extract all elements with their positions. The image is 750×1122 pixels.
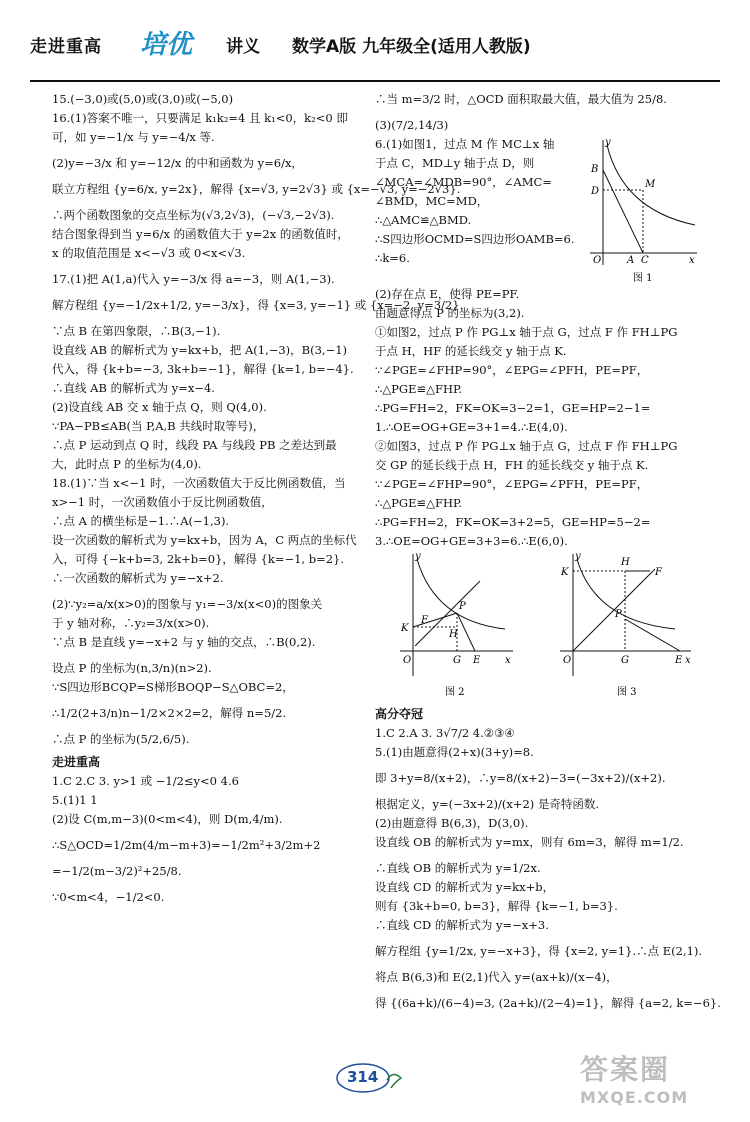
answer-line: 得 {(6a+k)/(6−4)=3, (2a+k)/(2−4)=1}，解得 {a=2, k=−6}. [375, 996, 721, 1010]
answer-line: 于点 C，MD⊥y 轴于点 D，则 [375, 156, 535, 170]
answer-line: ∴直线 AB 的解析式为 y=x−4. [52, 381, 215, 395]
answer-line: (3)(7/2,14/3) [375, 118, 449, 132]
fig1-label: x [689, 255, 695, 266]
answer-line: 可，如 y=−1/x 与 y=−4/x 等. [52, 130, 215, 144]
answer-line: 1.C 2.C 3. y>1 或 −1/2≤y<0 4.6 [52, 774, 239, 788]
fig2-label: O [403, 655, 412, 666]
fig1-label: O [593, 255, 602, 266]
answer-line: 17.(1)把 A(1,a)代入 y=−3/x 得 a=−3，则 A(1,−3). [52, 272, 335, 286]
answer-line: ∴k=6. [375, 251, 410, 265]
answer-line: ∴S四边形OCMD=S四边形OAMB=6. [375, 232, 575, 246]
header-edition: 数学A版 九年级全(适用人教版) [292, 37, 531, 57]
answer-line: x>−1 时，一次函数值小于反比例函数值， [52, 495, 273, 509]
answer-line: ∴一次函数的解析式为 y=−x+2. [52, 571, 224, 585]
page-number: 314 [347, 1068, 379, 1086]
answer-line: 解方程组 {y=1/2x, y=−x+3}，得 {x=2, y=1}.∴点 E(2,1). [375, 944, 703, 958]
fig1-label: D [591, 186, 600, 197]
answer-line: 联立方程组 {y=6/x, y=2x}，解得 {x=√3, y=2√3} 或 {x=−√3, y=−2√3}. [52, 182, 461, 196]
answer-line: 设直线 CD 的解析式为 y=kx+b， [375, 880, 555, 894]
answer-line: 根据定义，y=(−3x+2)/(x+2) 是奇特函数. [375, 797, 600, 811]
answer-line: ∴当 m=3/2 时，△OCD 面积取最大值，最大值为 25/8. [375, 92, 667, 106]
fig3-label: H [621, 557, 630, 568]
answer-line: (2)y=−3/x 和 y=−12/x 的中和函数为 y=6/x， [52, 156, 303, 170]
figure-1 [585, 135, 700, 285]
fig3-label: E [675, 655, 683, 666]
fig2-label: P [459, 601, 466, 612]
page-header [30, 24, 720, 68]
fig3-label: F [655, 567, 662, 578]
fig3-label: K [561, 567, 569, 578]
answer-line: ∴1/2(2+3/n)n−1/2×2×2=2，解得 n=5/2. [52, 706, 287, 720]
fig3-label: x [685, 655, 691, 666]
header-brand: 走进重高 [30, 37, 102, 57]
figure-2 [395, 551, 515, 699]
fig2-label: G [453, 655, 461, 666]
answer-line: ∴△PGE≌△FHP. [375, 496, 463, 510]
answer-line: 设一次函数的解析式为 y=kx+b，因为 A，C 两点的坐标代 [52, 533, 357, 547]
fig1-label: B [591, 164, 599, 175]
answer-line: 解方程组 {y=−1/2x+1/2, y=−3/x}，得 {x=3, y=−1} 或 {x=−2, y=3/2}. [52, 298, 464, 312]
answer-line: 15.(−3,0)或(5,0)或(3,0)或(−5,0) [52, 92, 234, 106]
header-subject: 讲义 [226, 37, 260, 57]
fig3-label: O [563, 655, 572, 666]
answer-line: ∴直线 OB 的解析式为 y=1/2x. [375, 861, 541, 875]
answer-line: 设直线 OB 的解析式为 y=mx，则有 6m=3，解得 m=1/2. [375, 835, 684, 849]
answer-line: ∠MCA=∠MDB=90°，∠AMC= [375, 175, 552, 189]
answer-line: ∵PA−PB≤AB(当 P,A,B 共线时取等号)， [52, 419, 265, 433]
page-number-badge [335, 1060, 405, 1096]
answer-line: ∴△PGE≌△FHP. [375, 382, 463, 396]
header-logo: 培优 [140, 30, 193, 60]
answer-line: ②如图3，过点 P 作 PG⊥x 轴于点 G，过点 F 作 FH⊥PG [375, 439, 678, 453]
right-column [375, 90, 721, 1013]
answer-line: ∵S四边形BCQP=S梯形BOQP−S△OBC=2， [52, 680, 294, 694]
answer-line: =−1/2(m−3/2)²+25/8. [52, 864, 182, 878]
fig2-label: E [473, 655, 481, 666]
answer-line: 即 3+y=8/(x+2)，∴y=8/(x+2)−3=(−3x+2)/(x+2). [375, 771, 666, 785]
answer-line: ∠BMD，MC=MD， [375, 194, 489, 208]
answer-line: (2)设 C(m,m−3)(0<m<4)，则 D(m,4/m). [52, 812, 283, 826]
answer-line: 则有 {3k+b=0, b=3}，解得 {k=−1, b=3}. [375, 899, 618, 913]
answer-line: ∵∠PGE=∠FHP=90°，∠EPG=∠PFH，PE=PF， [375, 477, 649, 491]
answer-line: ①如图2，过点 P 作 PG⊥x 轴于点 G，过点 F 作 FH⊥PG [375, 325, 678, 339]
answer-line: ∴PG=FH=2，FK=OK=3−2=1，GE=HP=2−1= [375, 401, 651, 415]
fig2-label: x [505, 655, 511, 666]
fig1-caption: 图 1 [633, 273, 653, 284]
answer-line: 代入，得 {k+b=−3, 3k+b=−1}，解得 {k=1, b=−4}. [52, 362, 354, 376]
answer-line: 3.∴OE=OG+GE=3+3=6.∴E(6,0). [375, 534, 568, 548]
watermark-url: MXQE.COM [580, 1088, 689, 1107]
answer-line: ∴直线 CD 的解析式为 y=−x+3. [375, 918, 549, 932]
answer-line: 设点 P 的坐标为(n,3/n)(n>2). [52, 661, 212, 675]
answer-line: 于 y 轴对称，∴y₂=3/x(x>0). [52, 616, 210, 630]
fig2-label: y [415, 551, 421, 562]
figures-2-3 [375, 551, 705, 701]
watermark-logo: 答案圈 [580, 1053, 671, 1086]
answer-line: ∴S△OCD=1/2m(4/m−m+3)=−1/2m²+3/2m+2 [52, 838, 321, 852]
fig3-label: y [575, 551, 581, 562]
answer-line: (2)由题意得 B(6,3)，D(3,0). [375, 816, 529, 830]
answer-line: 16.(1)答案不唯一，只要满足 k₁k₂=4 且 k₁<0，k₂<0 即 [52, 111, 348, 125]
fig1-label: C [641, 255, 649, 266]
figure-3 [555, 551, 695, 699]
answer-line: 将点 B(6,3)和 E(2,1)代入 y=(ax+k)/(x−4)， [375, 970, 618, 984]
fig2-label: K [401, 623, 409, 634]
answer-line: ∴点 P 的坐标为(5/2,6/5). [52, 732, 190, 746]
answer-line: 入，可得 {−k+b=3, 2k+b=0}，解得 {k=−1, b=2}. [52, 552, 345, 566]
answer-line: 1.C 2.A 3. 3√7/2 4.②③④ [375, 726, 515, 740]
q6-block [375, 135, 705, 285]
answer-line: 由题意得点 P 的坐标为(3,2). [375, 306, 525, 320]
answer-line: 大，此时点 P 的坐标为(4,0). [52, 457, 202, 471]
answer-line: ∴两个函数图象的交点坐标为(√3,2√3)，(−√3,−2√3). [52, 208, 335, 222]
fig2-caption: 图 2 [445, 687, 465, 698]
answer-line: ∵点 B 在第四象限，∴B(3,−1). [52, 324, 221, 338]
fig3-caption: 图 3 [617, 687, 637, 698]
header-rule [30, 80, 720, 82]
watermark [580, 1048, 730, 1108]
answer-line: (2)存在点 E，使得 PE=PF. [375, 287, 520, 301]
answer-line: 于点 H，HF 的延长线交 y 轴于点 K. [375, 344, 567, 358]
fig2-label: H [449, 629, 458, 640]
section-heading: 高分夺冠 [375, 707, 424, 721]
answer-line: 5.(1)1 1 [52, 793, 98, 807]
answer-line: 18.(1)∵当 x<−1 时，一次函数值大于反比例函数值，当 [52, 476, 346, 490]
answer-line: ∴点 A 的横坐标是−1.∴A(−1,3). [52, 514, 230, 528]
fig1-label: M [645, 179, 656, 190]
fig3-label: G [621, 655, 629, 666]
answer-line: ∵0<m<4，−1/2<0. [52, 890, 165, 904]
answer-line: ∴△AMC≌△BMD. [375, 213, 472, 227]
section-heading: 走进重高 [52, 755, 101, 769]
answer-line: 设直线 AB 的解析式为 y=kx+b，把 A(1,−3)，B(3,−1) [52, 343, 348, 357]
answer-line: 5.(1)由题意得(2+x)(3+y)=8. [375, 745, 534, 759]
answer-line: (2)∵y₂=a/x(x>0)的图象与 y₁=−3/x(x<0)的图象关 [52, 597, 323, 611]
fig1-label: y [605, 137, 611, 148]
answer-line: ∵点 B 是直线 y=−x+2 与 y 轴的交点，∴B(0,2). [52, 635, 316, 649]
answer-line: 6.(1)如图1，过点 M 作 MC⊥x 轴 [375, 137, 555, 151]
answer-line: 交 GP 的延长线于点 H，FH 的延长线交 y 轴于点 K. [375, 458, 649, 472]
answer-line: x 的取值范围是 x<−√3 或 0<x<√3. [52, 246, 246, 260]
fig3-label: P [615, 609, 622, 620]
answer-line: 结合图象得到当 y=6/x 的函数值大于 y=2x 的函数值时， [52, 227, 349, 241]
answer-line: ∴点 P 运动到点 Q 时，线段 PA 与线段 PB 之差达到最 [52, 438, 337, 452]
answer-line: (2)设直线 AB 交 x 轴于点 Q，则 Q(4,0). [52, 400, 267, 414]
answer-line: 1.∴OE=OG+GE=3+1=4.∴E(4,0). [375, 420, 568, 434]
fig2-label: F [421, 615, 428, 626]
fig1-label: A [627, 255, 635, 266]
answer-line: ∴PG=FH=2，FK=OK=3+2=5，GE=HP=5−2= [375, 515, 651, 529]
answer-line: ∵∠PGE=∠FHP=90°，∠EPG=∠PFH，PE=PF， [375, 363, 649, 377]
